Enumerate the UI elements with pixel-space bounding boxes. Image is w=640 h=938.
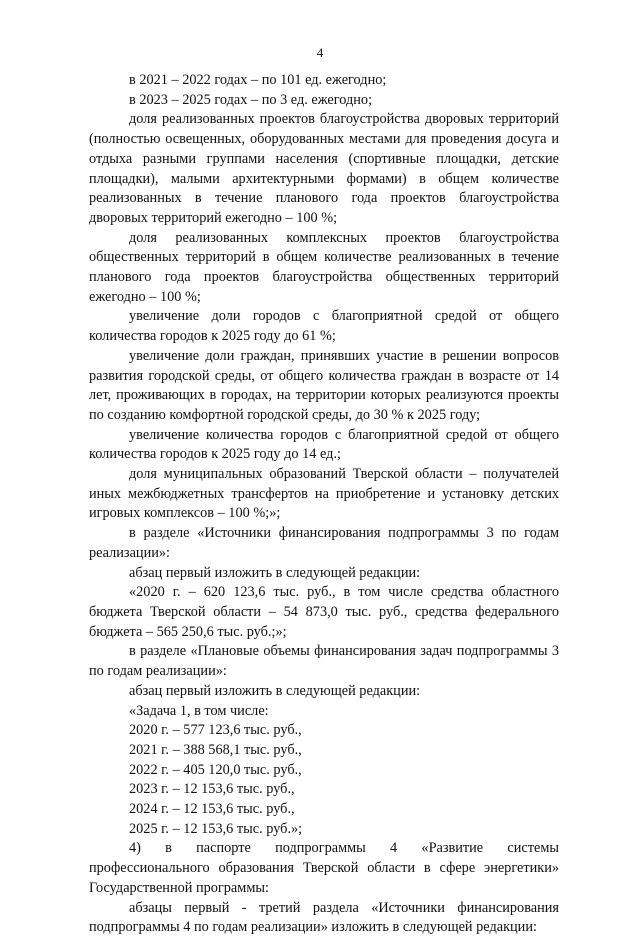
paragraph: в разделе «Источники финансирования подпрограммы 3 по годам реализации»: bbox=[89, 525, 559, 561]
paragraph: 2020 г. – 577 123,6 тыс. руб., bbox=[129, 722, 302, 739]
document-body bbox=[89, 71, 559, 938]
paragraph: 2024 г. – 12 153,6 тыс. руб., bbox=[129, 801, 295, 818]
paragraph: абзацы первый - третий раздела «Источники финансирования подпрограммы 4 по годам реализации» изложить в следующей редакции: bbox=[89, 899, 559, 936]
paragraph: 2022 г. – 405 120,0 тыс. руб., bbox=[129, 761, 302, 778]
paragraph: 2023 г. – 12 153,6 тыс. руб., bbox=[129, 781, 295, 798]
paragraph: абзац первый изложить в следующей редакции: bbox=[129, 564, 421, 581]
paragraph: в разделе «Плановые объемы финансирования задач подпрограммы 3 по годам реализации»: bbox=[89, 643, 559, 680]
paragraph: в 2021 – 2022 годах – по 101 ед. ежегодно; bbox=[129, 72, 387, 88]
paragraph: 2021 г. – 388 568,1 тыс. руб., bbox=[129, 741, 302, 758]
paragraph: увеличение количества городов с благоприятной средой от общего количества городов к 2025 году до 14 ед.; bbox=[89, 426, 559, 463]
paragraph: увеличение доли городов с благоприятной средой от общего количества городов к 2025 году до 61 %; bbox=[89, 308, 559, 345]
paragraph: 4) в паспорте подпрограммы 4 «Развитие системы профессионального образования Тверской области в сфере энергетики» Государственной программы: bbox=[89, 840, 559, 896]
paragraph: в 2023 – 2025 годах – по 3 ед. ежегодно; bbox=[129, 91, 373, 108]
paragraph: абзац первый изложить в следующей редакции: bbox=[129, 682, 421, 699]
paragraph: «Задача 1, в том числе: bbox=[129, 702, 269, 719]
paragraph: доля муниципальных образований Тверской области – получателей иных межбюджетных трансфертов на приобретение и установку детских игровых комплексов – 100 %;»; bbox=[89, 466, 559, 522]
paragraph: «2020 г. – 620 123,6 тыс. руб., в том числе средства областного бюджета Тверской области – 54 873,0 тыс. руб., средства федерального бюджета – 565 250,6 тыс. руб.;»; bbox=[89, 584, 559, 640]
paragraph: доля реализованных комплексных проектов благоустройства общественных территорий в общем количестве реализованных в течение планового года проектов благоустройства общественных территорий ежегодно – 100 %; bbox=[89, 229, 559, 305]
paragraph: 2025 г. – 12 153,6 тыс. руб.»; bbox=[129, 820, 303, 837]
page-number: 4 bbox=[316, 45, 324, 60]
paragraph: доля реализованных проектов благоустройства дворовых территорий (полностью освещенных, оборудованных местами для проведения досуга и отдыха разными группами населения (спортивные площадки, детские площадки), малыми архитектурными формами) в общем количестве реализованных в течение планового года проектов благоустройства дворовых территорий ежегодно – 100 %; bbox=[89, 111, 559, 226]
paragraph: увеличение доли граждан, принявших участие в решении вопросов развития городской среды, от общего количества граждан в возрасте от 14 лет, проживающих в городах, на территории которых реализуются проекты по созданию комфортной городской среды, до 30 % к 2025 году; bbox=[89, 347, 559, 423]
